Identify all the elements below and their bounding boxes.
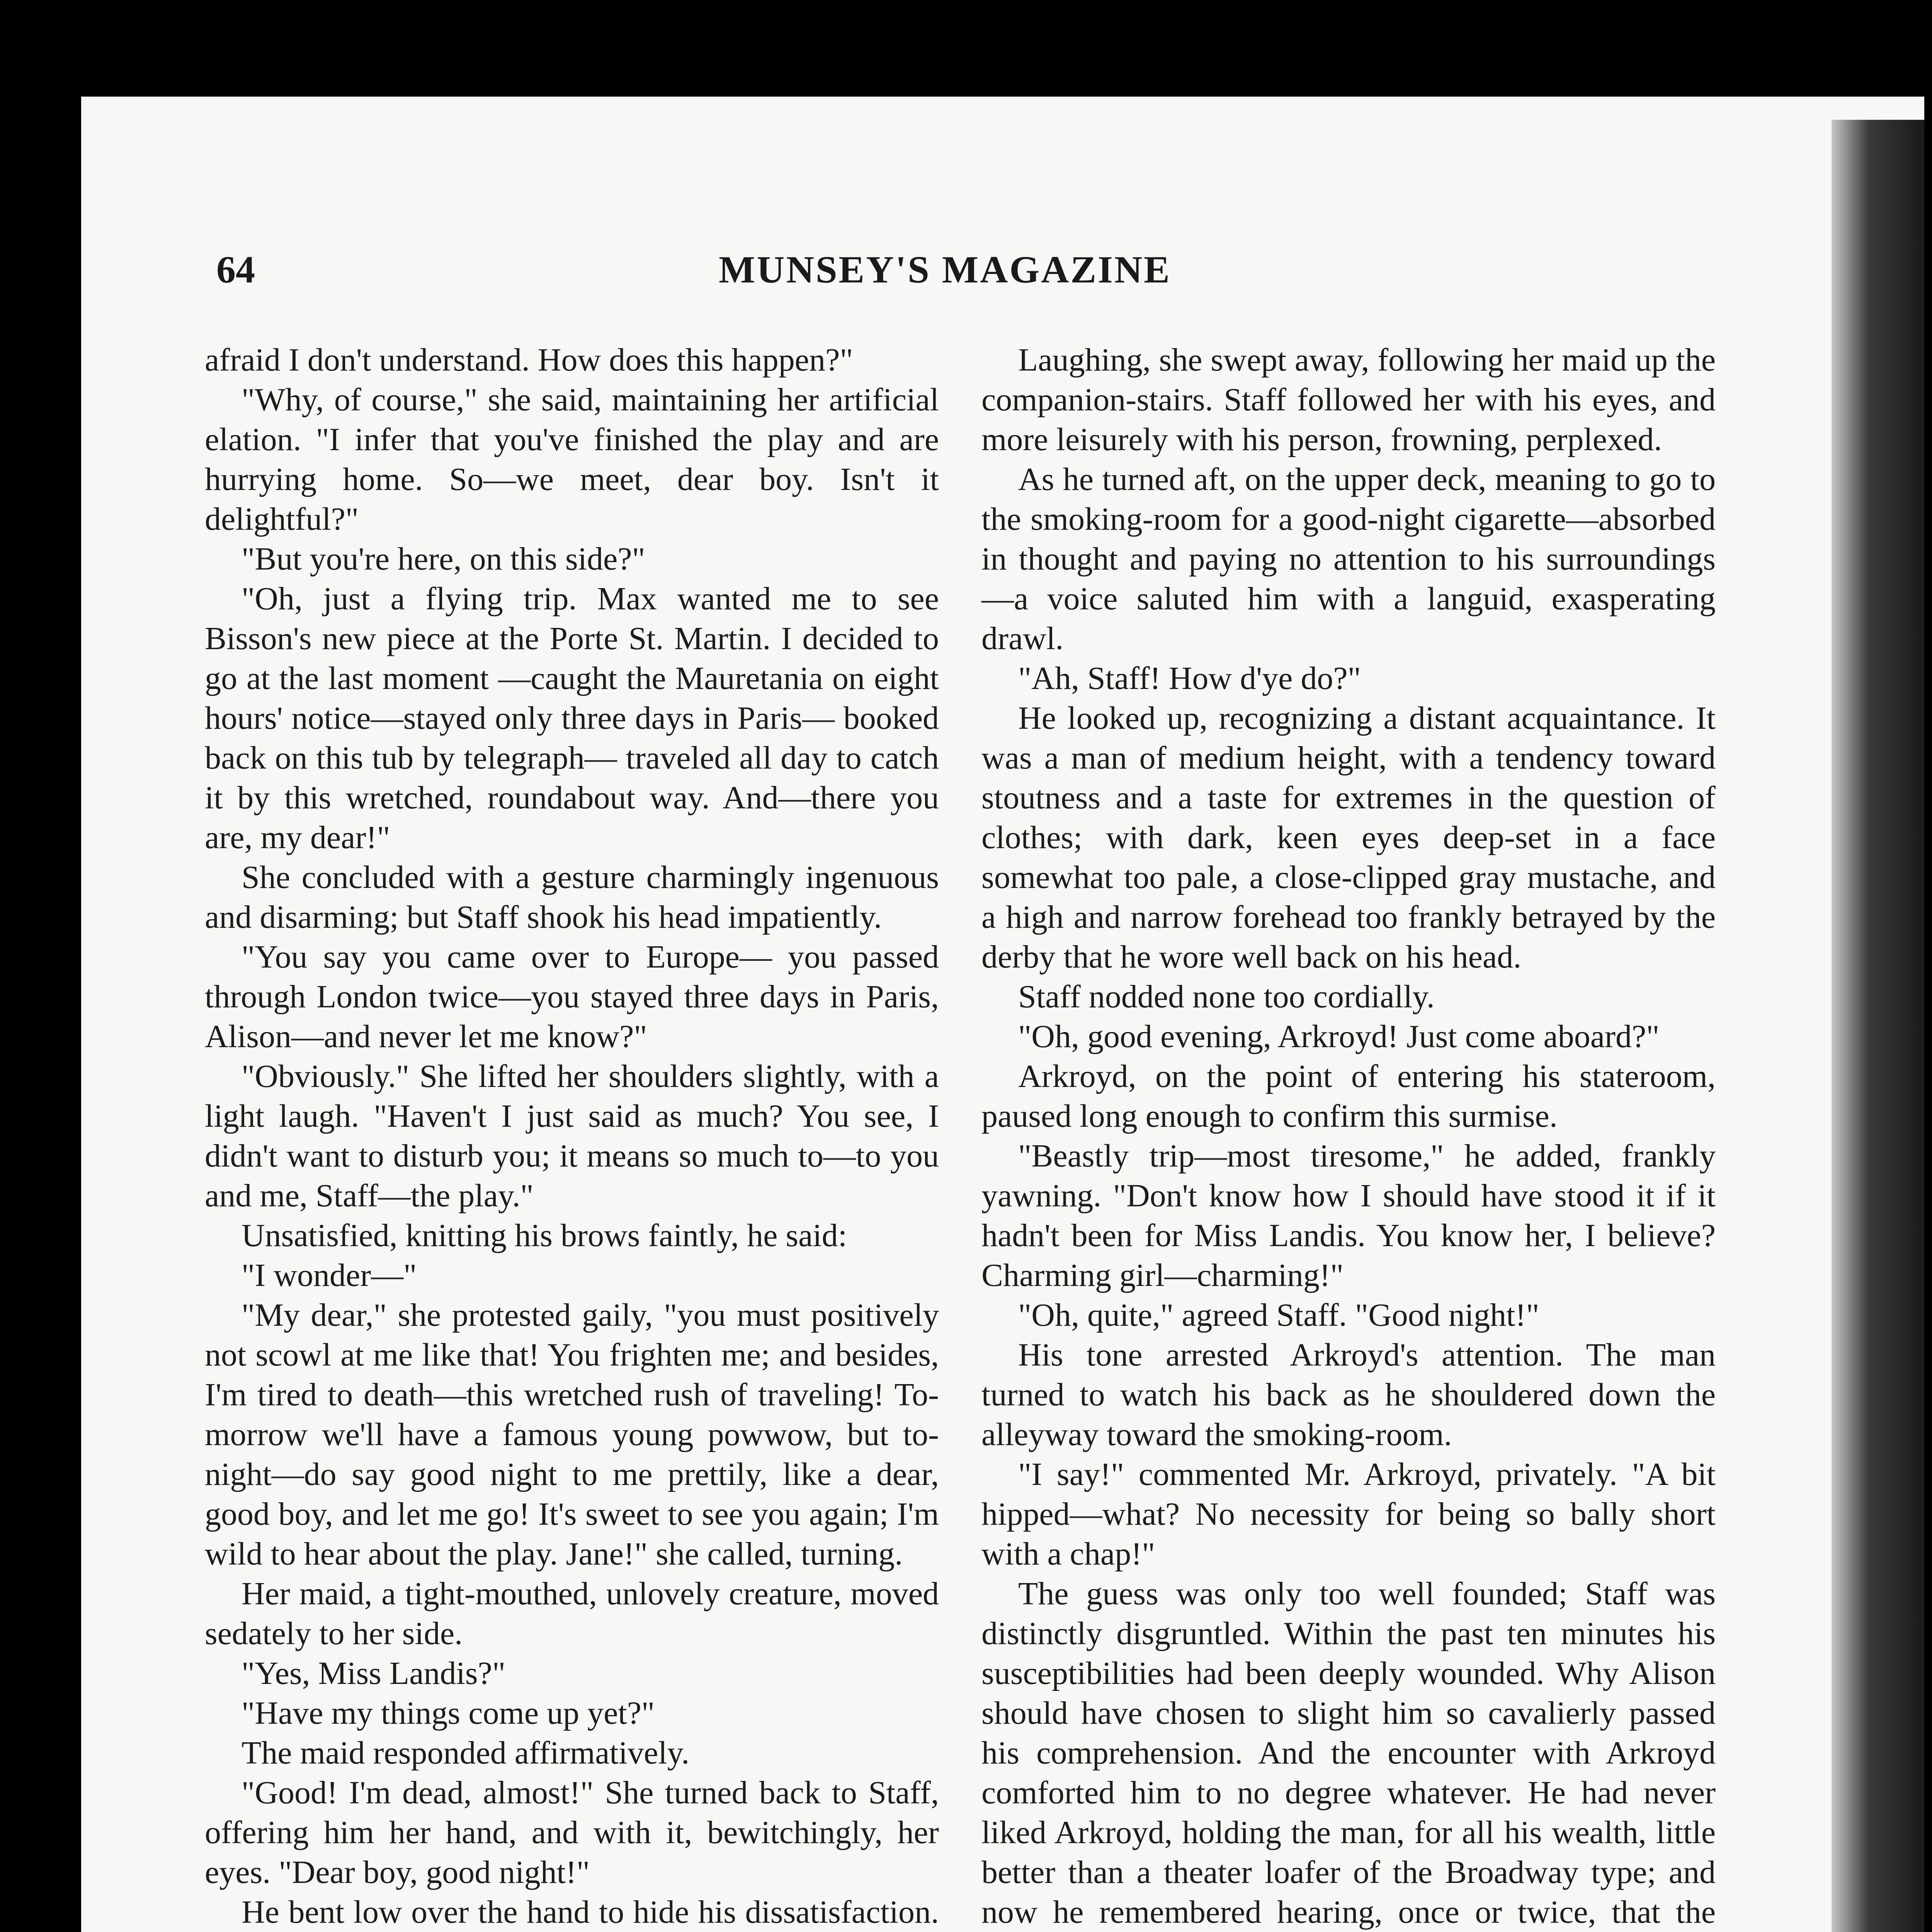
page-number: 64 xyxy=(216,248,255,291)
paragraph: His tone arrested Arkroyd's attention. The man turned to watch his back as he shouldered down the alleyway toward the smoking-room. xyxy=(981,1337,1716,1452)
page-header xyxy=(81,247,1924,309)
paragraph: "Oh, quite," agreed Staff. "Good night!" xyxy=(1018,1297,1539,1333)
paragraph: The guess was only too well founded; Staff was distinctly disgruntled. Within the past ten minutes his susceptibilities had been deeply wounded. Why Alison should have chosen to slight him so cavalierly passed his comprehension. And the encounter with Arkroyd comforted him to no degree whatever. He had never liked Arkroyd, holding the man, for all his wealth, little better than a theater loafer of the Broadway type; and now he remembered hearing, once or twice, that the xyxy=(981,1576,1716,1930)
paragraph: Unsatisfied, knitting his brows faintly, he said: xyxy=(242,1218,847,1253)
paragraph: Laughing, she swept away, following her maid up the companion-stairs. Staff followed her with his eyes, and more leisurely with his person, frowning, perplexed. xyxy=(981,342,1716,457)
paragraph: "I say!" commented Mr. Arkroyd, privately. "A bit hipped—what? No necessity for being so bally short with a chap!" xyxy=(981,1456,1716,1572)
paragraph: "My dear," she protested gaily, "you must positively not scowl at me like that! You frighten me; and besides, I'm tired to death—this wretched rush of traveling! To-morrow we'll have a famous young powwow, but to-night—do say good night to me prettily, like a dear, good boy, and let me go! It's sweet to see you again; I'm wild to hear about the play. Jane!" she called, turning. xyxy=(205,1297,939,1572)
paragraph: The maid responded affirmatively. xyxy=(242,1735,690,1771)
right-column xyxy=(981,340,1716,1932)
paragraph: afraid I don't understand. How does this happen?" xyxy=(205,342,853,378)
paragraph: Her maid, a tight-mouthed, unlovely creature, moved sedately to her side. xyxy=(205,1576,939,1651)
paragraph: "You say you came over to Europe— you passed through London twice—you stayed three days in Paris, Alison—and never let me know?" xyxy=(205,939,939,1054)
paragraph: "I wonder—" xyxy=(242,1257,417,1293)
running-title: MUNSEY'S MAGAZINE xyxy=(719,248,1171,291)
paragraph: "Beastly trip—most tiresome," he added, frankly yawning. "Don't know how I should have stood it if it hadn't been for Miss Landis. You know her, I believe? Charming girl—charming!" xyxy=(981,1138,1716,1293)
paragraph: "Oh, just a flying trip. Max wanted me to see Bisson's new piece at the Porte St. Martin. I decided to go at the last moment —caught the Mauretania on eight hours' notice—stayed only three days in Paris— booked back on this tub by telegraph— traveled all day to catch it by this wretched, roundabout way. And—there you are, my dear!" xyxy=(205,581,939,855)
paragraph: "Have my things come up yet?" xyxy=(242,1695,655,1731)
paragraph: He looked up, recognizing a distant acquaintance. It was a man of medium height, with a tendency toward stoutness and a taste for extremes in the question of clothes; with dark, keen eyes deep-set in a face somewhat too pale, a close-clipped gray mustache, and a high and narrow forehead too frankly betrayed by the derby that he wore well back on his head. xyxy=(981,700,1716,975)
paragraph: "Oh, good evening, Arkroyd! Just come aboard?" xyxy=(1018,1019,1660,1054)
paragraph: As he turned aft, on the upper deck, meaning to go to the smoking-room for a good-night cigarette—absorbed in thought and paying no attention to his surroundings —a voice saluted him with a languid, exasperating drawl. xyxy=(981,461,1716,656)
magazine-page xyxy=(81,97,1924,1932)
paragraph: She concluded with a gesture charmingly ingenuous and disarming; but Staff shook his head impatiently. xyxy=(205,859,939,935)
paragraph: "But you're here, on this side?" xyxy=(242,541,645,577)
paragraph: He bent low over the hand to hide his dissatisfaction. xyxy=(242,1894,939,1930)
paragraph: "Yes, Miss Landis?" xyxy=(242,1655,506,1691)
binding-edge xyxy=(1832,120,1924,1932)
paragraph: Staff nodded none too cordially. xyxy=(1018,979,1435,1015)
paragraph: "Ah, Staff! How d'ye do?" xyxy=(1018,660,1361,696)
paragraph: "Good! I'm dead, almost!" She turned back to Staff, offering him her hand, and with it, bewitchingly, her eyes. "Dear boy, good night!" xyxy=(205,1775,939,1890)
paragraph: Arkroyd, on the point of entering his stateroom, paused long enough to confirm this surmise. xyxy=(981,1058,1716,1134)
paragraph: "Why, of course," she said, maintaining her artificial elation. "I infer that you've finished the play and are hurrying home. So—we meet, dear boy. Isn't it delightful?" xyxy=(205,382,939,537)
paragraph: "Obviously." She lifted her shoulders slightly, with a light laugh. "Haven't I just said as much? You see, I didn't want to disturb you; it means so much to—to you and me, Staff—the play." xyxy=(205,1058,939,1214)
left-column xyxy=(205,340,939,1932)
